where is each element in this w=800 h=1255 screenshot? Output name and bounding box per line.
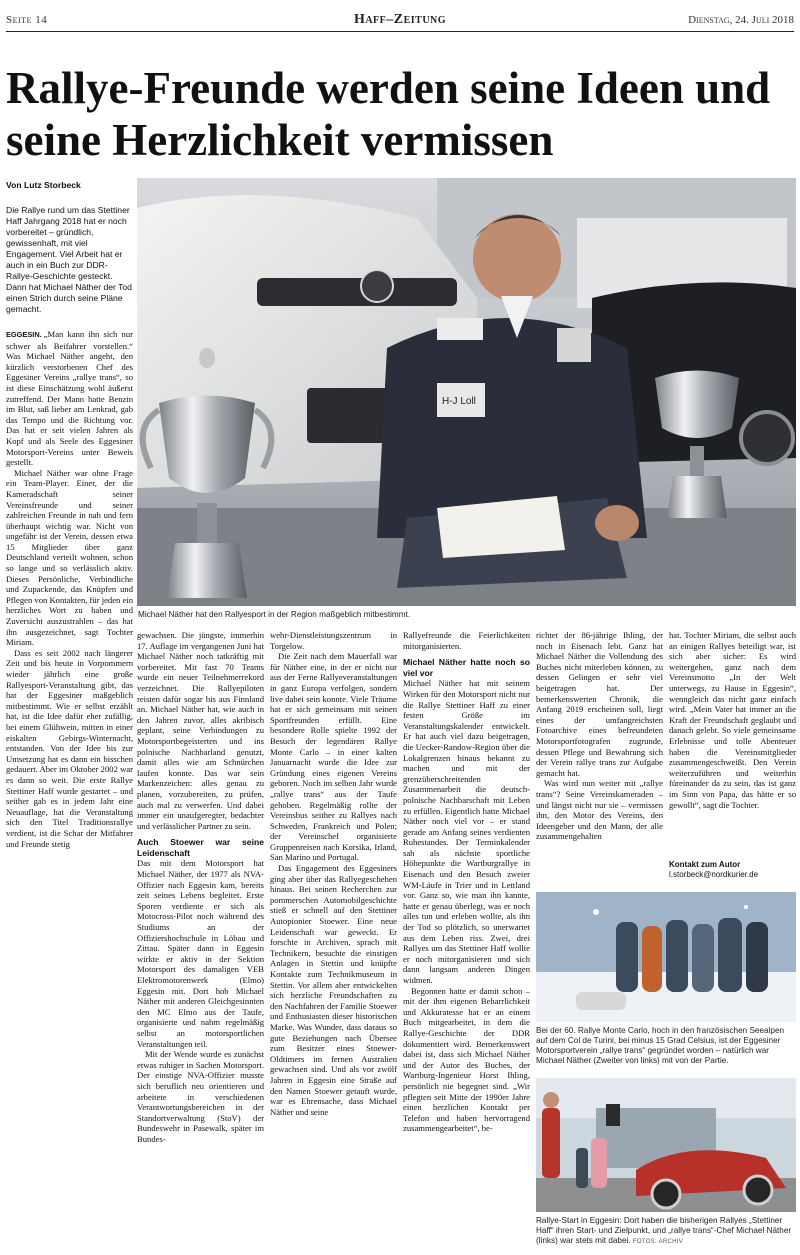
paragraph: Michael Näther war ohne Frage ein Team-Player. Einer, der die Kameradschaft seiner Vereinsfreunde und seiner zahlreichen Freunde in nah und fern überhaupt wichtig war. Nicht von ungefähr ist der Verein, dessen etwa 15 Mitglieder über ganz Deutschland verteilt wohnen, schon so lange und so verlässlich aktiv. Dieses Persönliche, Verbindliche und Zupackende, das Knüpfen und Pflegen von Kontakten, für jeden ein herzliches Wort zu haben und Zuversicht auszustrahlen – das hat ihn ausgezeichnet, sagt Tochter Miriam. [6,467,133,648]
column-1-text [6,329,133,849]
photo-credit: FOTOS: ARCHIV [632,1239,684,1245]
issue-date: Dienstag, 24. Juli 2018 [688,14,794,26]
rally-start-photo [536,1078,796,1212]
column-3 [270,630,397,1252]
byline: Von Lutz Storbeck [6,180,81,190]
subheading: Michael Näther hatte noch so viel vor [403,657,530,678]
masthead [6,10,794,32]
paragraph-text: „Man kann ihn sich nur schwer als Beifahrer vorstellen.“ Was Michael Näther angeht, den kürzlich verstorbenen Chef des Eggesiner Vereins „rallye trans“, so ist diese Einschätzung wohl äußerst zutreffend. Der Mann hatte Benzin im Blut, saß lieber am Lenkrad, gab das Tempo und die Richtung vor. Das hat er seit vielen Jahren als Kopf und als Seele des Eggesiner Motorsport-Vereins unter Beweis gestellt. [6,329,133,468]
paragraph: hat. Tochter Miriam, die selbst auch an einigen Rallyes beteiligt war, ist sich aber sicher: Es wird weitergehen, ganz nach dem Vereinsmotto „In der Welt unterwegs, zu Hause in Eggesin“, wenngleich das nicht ganz einfach wird. „Mein Vater hat immer an die Kraft der Freundschaft geglaubt und danach gelebt. So viele gemeinsame Erlebnisse und tolle Abenteuer haben die Vereinsmitglieder zusammengeschweißt. Den Verein weiterzuführen und weiterhin füreinander da zu sein, das ist ganz im Sinn von Papa, das hätte er so gewollt“, sagt die Tochter. [669,630,796,810]
teaser: Die Rallye rund um das Stettiner Haff Jahrgang 2018 hat er noch vorbereitet – gründlich, gewissenhaft, mit viel Engagement. Viel Arbeit hat er auch in ein Buch zur DDR-Rallye-Geschichte gesteckt. Dann hat Michael Näther der Tod einen Strich durch seine Pläne gemacht. [6,205,132,314]
column-4 [403,630,530,1252]
paragraph: Die Zeit nach dem Mauerfall war für Näther eine, in der er nicht nur aus der Ferne Rallyeveranstaltungen in ganz Europa verfolgen, sondern live dabei sein konnte. Viele Träume hat er sich gemeinsam mit seinen Sportfreunden erfüllt. Eine besondere Rolle spielte 1992 der Besuch der legendären Rallye Monte Carlo – in einer kalten Januarnacht wurde die Idee zur Gründung eines eigenen Vereins geboren. Noch im selben Jahr wurde „rallye trans“ aus der Taufe gehoben. Regelmäßig rollte der Vereinsbus seither zu Rallyes nach Schweden, Frankreich und Polen; der Vereinschef organisierte Gruppenreisen nach Korsika, Irland, San Marino und Portugal. [270,651,397,863]
paragraph [6,329,133,468]
monte-carlo-caption: Bei der 60. Rallye Monte Carlo, hoch in den französischen Seealpen auf dem Col de Turini, bei minus 15 Grad Celsius, ist der Eggesiner Motorsportverein „rallye trans“ gegründet worden – natürlich war Michael Näther (Zweiter von links) mit von der Partie. [536,1026,785,1065]
page-number: Seite 14 [6,14,48,26]
newspaper-name: Haff–Zeitung [353,12,447,27]
contact-email[interactable]: l.storbeck@nordkurier.de [669,870,759,879]
paragraph: Das mit dem Motorsport hat Michael Näther, der 1977 als NVA-Offizier nach Eggesin kam, bereits zeit seines Lebens begleitet. Erste Sporen verdiente er sich als Motocross-Pilot noch während des Studiums an der Offiziershochschule in Löbau und Zittau. Später dann in Eggesin wirkte er aktiv in der Sektion Motorsport des damaligen VEB Elektromotorenwerk (Elmo) Eggesin mit. Dort hob Michael Näther mit anderen Gleichgesinnten den MC Elmo aus der Taufe, organisierte und nahm regelmäßig selbst an motorsportlichen Veranstaltungen teil. [137,858,264,1049]
paragraph: gewachsen. Die jüngste, immerhin 17. Auflage im vergangenen Juni hat Michael Näther noch tatkräftig mit vorbereitet. Mit fast 70 Teams wurde ein neuer Teilnehmerrekord verzeichnet. Die Rallyepiloten reisten dafür sogar bis aus Finnland an. Michael Näther hat, wie auch in den Jahren zuvor, alles akribisch geplant, seine Verbindungen zu Motorsportbegeisterten und ins polnische Nachbarland genutzt, damit alles wie am Schnürchen laufen konnte. Das war sein Markenzeichen: alles genau zu planen, vorzubereiten, zu prüfen, auch mal zu verwerfen. Und dabei immer ein unaufgeregter, bedachter und verlässlicher Partner zu sein. [137,630,264,831]
paragraph: richtet der 86-jährige Ihling, der noch in Eisenach lebt. Ganz hat Michael Näther die Vollendung des Buches nicht miterleben können, zu dessen Gelingen er sehr viel beigetragen hat. Der bemerkenswerten Chronik, die Anfang 2019 erscheinen soll, liegt eines der umfangreichsten Fotoarchive eines befreundeten Motorsportfotografen zugrunde, dessen Pflege und Bewahrung sich der Verein rallye trans zur Aufgabe gemacht hat. [536,630,663,778]
contact-label: Kontakt zum Autor [669,860,741,869]
rally-start-caption [536,1216,796,1247]
paragraph: Das Engagement des Eggesiners ging aber über das Rallyegeschehen hinaus. Bei seinen Recherchen zur pommerschen Automobilgeschichte stieß er schnell auf den Stettiner Autopionier Stoewer. Eine neue Leidenschaft war geweckt. Er forschte in Archiven, sprach mit Technikern, besuchte die einstigen Anlagen in Stettin und knüpfte Kontakte zum Technikmuseum in Stettin. Vor allem aber entwickelten sich herzliche Freundschaften zu den Nachfahren der Familie Stoewer und Enthusiasten dieser historischen Marke. Was Wunder, dass daraus so gute Beziehungen nach Übersee zum Besitzer eines Stoewer-Oldtimers im fernen Australien gewachsen sind. Und als vor zwölf Jahren in Eggesin eine Straße auf den Namen Stoewer getauft wurde, war es Ehrensache, dass Michael Näther und seine [270,863,397,1117]
paragraph: Was wird nun weiter mit „rallye trans“? Seine Vereinskameraden – und längst nicht nur sie – vermissen ihn, den Motor des Vereins, den Ideengeber und den Mann, der alle zusammengehalten [536,778,663,842]
column-6 [669,630,796,858]
column-5 [536,630,663,885]
paragraph: Michael Näther hat mit seinem Wirken für den Motorsport nicht nur die Rallye Stettiner Haff zu einer festen Größe im Veranstaltungskalender entwickelt. Er hat auch viel dazu beigetragen, die Uecker-Randow-Region über die Lokalgrenzen hinaus bekannt zu machen und mit der grenzüberschreitenden Zusammenarbeit die deutsch-polnische Nachbarschaft mit Leben zu erfüllen. Eigentlich hatte Michael Näther noch viel vor – er stand gerade am Anfang seines verdienten Ruhestandes. Der Terminkalender sah als nächste sportliche Höhepunkte die Wartburgrallye in Eisenach und den Besuch zweier WM-Läufe in Trier und in Lettland vor. Ganz so, wie man ihn kannte, hatte er genau überlegt, was er noch alles tun und erleben wollte, als ihn der Tod so plötzlich, so unerwartet aus dem Leben riss. Zwei, drei Rallyes um das Stettiner Haff wollte er noch mitorganisieren und sich dann langsam anderen Dingen widmen. [403,678,530,985]
rally-start-caption-text: Rallye-Start in Eggesin: Dort haben die bisherigen Rallyes „Stettiner Haff“ ihren Start- und Zielpunkt, und „rallye trans“-Chef Michael Näther (links) war stets mit dabei. [536,1216,792,1245]
name-patch: H-J Loll [442,396,476,407]
author-contact [669,860,796,880]
dateline: EGGESIN. [6,330,42,339]
column-2 [137,630,264,1252]
paragraph: Dass es seit 2002 nach längerer Zeit und bis heute in Vorpommern wieder jährlich eine große Rallyesport-Veranstaltung gibt, das hat der Eggesiner maßgeblich mitbestimmt. Wie er selbst erzählt hat, ist die Idee dafür eher zufällig, bei einem Glühwein, mitten in einer eiskalten Gebirgs-Winternacht, entstanden. Von der Idee bis zur Umsetzung hat es dann ein bisschen gedauert. Aber im Oktober 2002 war es dann so weit. Die erste Rallye Stettiner Haff wurde gestartet – und seither gab es in jedem Jahr eine Neuauflage, hat die Veranstaltung sich den Titel Traditionsrallye verdient, ist die Schar der Mitfahrer und Freunde stetig [6,647,133,849]
paragraph: Mit der Wende wurde es zunächst etwas ruhiger in Sachen Motorsport. Der einstige NVA-Offizier musste sich beruflich neu orientieren und arbeitete in verschiedenen Verantwortungsbereichen in der Standortverwaltung (StoV) der Bundeswehr in Pasewalk, später im Bundes- [137,1049,264,1144]
paragraph: wehr-Dienstleistungszentrum in Torgelow. [270,630,397,651]
paragraph: Begonnen hatte er damit schon – mit der ihm eigenen Beharrlichkeit und Akkuratesse hat er an einem Buch mitgearbeitet, in dem die Rallye-Geschichte der DDR dokumentiert wird. Bemerkenswert dabei ist, dass sich Michael Näther und der Autor des Buches, der Wartburg-Ingenieur Horst Ihling, persönlich nie begegnet sind. „Wir pflegten seit Mitte der 1990er Jahre einen herzlichen Kontakt per Telefon und haben hervorragend zusammengearbeitet“, be- [403,985,530,1134]
main-photo-caption: Michael Näther hat den Rallyesport in der Region maßgeblich mitbestimmt. [138,610,411,619]
headline: Rallye-Freunde werden seine Ideen und seine Herzlichkeit vermissen [6,63,771,165]
paragraph: Rallyefreunde die Feierlichkeiten mitorganisierten. [403,630,530,651]
main-photo [137,178,796,606]
column-1 [6,180,133,849]
subheading: Auch Stoewer war seine Leidenschaft [137,837,264,858]
monte-carlo-photo [536,892,796,1022]
